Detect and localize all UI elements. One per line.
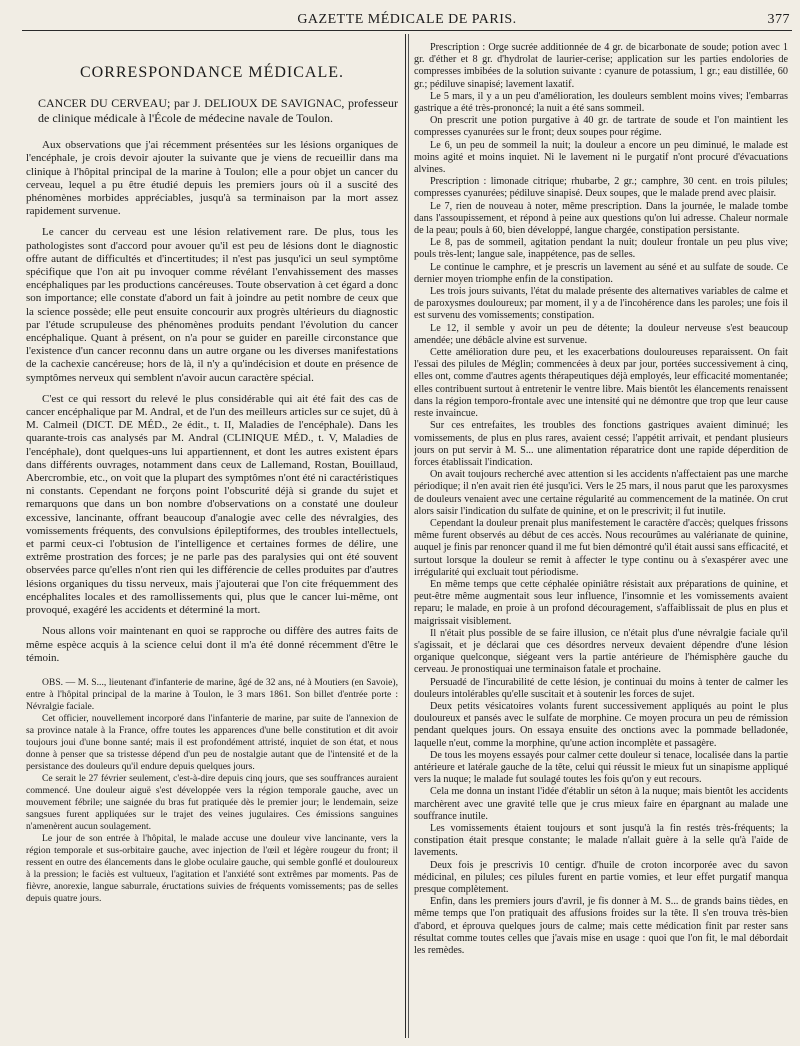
article-lead <box>26 96 398 125</box>
paragraph: Aux observations que j'ai récemment présentées sur les lésions organiques de l'encéphale, je crois devoir ajouter la suivante que je viens de recueillir dans ma clinique à l'hôpital principal de la marine à Toulon; elle a pour objet un cancer du cerveau, lequel a pu être étudié depuis les premiers jours où il a suscité des phénomènes morbides appréciables, jusqu'à sa terminaison par la mort assez rapidement survenue. <box>26 139 398 218</box>
paragraph: Le cancer du cerveau est une lésion relativement rare. De plus, tous les pathologistes sont d'accord pour avouer qu'il est peu de lésions dont le diagnostic offre autant de difficultés et d'incertitudes; il n'est pas jusqu'ici un seul symptôme spécifique que l'on ait pu invoquer comme révélant l'envahissement des masses encéphaliques par les productions cancéreuses. Toute observation à cet égard a donc son importance; elle constate d'abord un fait à joindre au petit nombre de ceux que la science possède; elle peut ensuite concourir aux progrès ultérieurs du diagnostic par l'étude scrupuleuse des phénomènes produits pendant l'évolution du cancer encéphalique. Quant à présent, on n'a pour se guider en pareille circonstance que l'existence d'un cancer reconnu dans un autre organe ou les diverses manifestations de la cachexie cancéreuse; hors de là, il n'y a qu'indécision et doute en présence de symptômes nerveux qui semblent n'avoir aucun caractère spécial. <box>26 226 398 384</box>
right-column <box>414 42 788 1040</box>
paragraph: En même temps que cette céphalée opiniâtre résistait aux préparations de quinine, et peut-être même augmentait sous leur influence, l'insomnie et les vomissements avaient reparu; le malade, en proie à un profond découragement, s'affaiblissait de plus en plus et maigrissait visiblement. <box>414 578 788 627</box>
two-column-body <box>22 34 792 1040</box>
paragraph: Cela me donna un instant l'idée d'établir un séton à la nuque; mais bientôt les accidents marchèrent avec une gravité telle que je crus mieux faire en épargnant au malade une souffrance inutile. <box>414 786 788 822</box>
column-divider <box>405 34 406 1038</box>
observation-block <box>26 677 398 905</box>
observation-paragraph: Le jour de son entrée à l'hôpital, le malade accuse une douleur vive lancinante, vers la région temporale et sus-orbitaire gauche, avec injection de l'œil et légère rougeur du front; il ressent en outre des élancements dans le globe oculaire gauche, qui semble gonflé et douloureux à la pression; le faciès est vultueux, l'agitation et l'anxiété sont extrêmes par moments. Pas de fièvre, anorexie, langue saburrale, éructations suivies de fréquents vomissements; pas de selles depuis quatre jours. <box>26 832 398 904</box>
paragraph: On avait toujours recherché avec attention si les accidents n'affectaient pas une marche périodique; il n'en avait rien été jusqu'ici. Vers le 25 mars, il nous parut que les paroxysmes de douleurs venaient avec une certaine régularité au commencement de la matinée. On crut alors saisir l'indication du sulfate de quinine, et on le prescrivit; il fut inutile. <box>414 469 788 517</box>
paragraph: De tous les moyens essayés pour calmer cette douleur si tenace, localisée dans la partie antérieure et latérale gauche de la tête, celui qui réussit le mieux fut un sinapisme appliqué vers la nuque; le malade fut soulagé toutes les fois qu'on y eut recours. <box>414 749 788 786</box>
paragraph: Cette amélioration dure peu, et les exacerbations douloureuses reparaissent. On fait l'essai des pilules de Méglin; commencées à deux par jour, portées successivement à cinq, elles ont, comme d'autres agents thérapeutiques déjà employés, leur efficacité momentanée; elles contribuent surtout à entretenir le ventre libre. Mais bientôt les élancements renaissent dans la région temporo-frontale avec une intensité qui ne démontre que trop que leur cause reste invaincue. <box>414 347 788 420</box>
paragraph: Deux fois je prescrivis 10 centigr. d'huile de croton incorporée avec du savon médicinal, en pilules; ces pilules furent en partie vomies, et leur effet purgatif manqua presque complètement. <box>414 859 788 896</box>
journal-page <box>22 10 792 1040</box>
paragraph: Le 5 mars, il y a un peu d'amélioration, les douleurs semblent moins vives; l'embarras gastrique a été très-prononcé; la nuit a été sans sommeil. <box>414 90 788 115</box>
left-column <box>26 42 398 1040</box>
observation-paragraph: Ce serait le 27 février seulement, c'est-à-dire depuis cinq jours, que ses souffrances auraient commencé. Une douleur aiguë s'est développée vers la région temporale gauche, avec un mouvement fébrile; une saignée du bras fut pratiquée dès le premier jour; le lendemain, seize sangsues furent appliquées sur le trajet des veines jugulaires. Ces émissions sanguines n'amenèrent aucun soulagement. <box>26 772 398 832</box>
paragraph: Nous allons voir maintenant en quoi se rapproche ou diffère des autres faits de même espèce acquis à la science celui dont il m'a été donné récemment d'être le témoin. <box>26 625 398 664</box>
running-title: GAZETTE MÉDICALE DE PARIS. <box>297 12 517 27</box>
article-topic: CANCER DU CERVEAU; <box>38 96 171 110</box>
intro-text <box>26 139 398 665</box>
observation-paragraph: Cet officier, nouvellement incorporé dans l'infanterie de marine, par suite de l'annexion de sa province natale à la France, offre toutes les apparences d'une belle constitution et dit avoir toujours joui d'une bonne santé; mais il est profondément attristé, inquiet de son état, et nous donne à penser que sa tristesse dépend d'un peu de nostalgie autant que de l'intensité et de la persistance des douleurs qu'il endure depuis quelques jours. <box>26 712 398 772</box>
observation-paragraph: OBS. — M. S..., lieutenant d'infanterie de marine, âgé de 32 ans, né à Moutiers (en Savoie), entre à l'hôpital principal de la marine à Toulon, le 3 mars 1861. Son billet d'entrée porte : Névralgie faciale. <box>26 676 398 712</box>
paragraph: Prescription : limonade citrique; rhubarbe, 2 gr.; camphre, 30 cent. en trois pilules; compresses cyanurées; pédiluve sinapisé. Deux soupes, que le malade prend avec plaisir. <box>414 176 788 200</box>
paragraph: Les vomissements étaient toujours et sont jusqu'à la fin restés très-fréquents; la constipation était presque constante; le malade n'allait guère à la selle qu'à l'aide de lavements. <box>414 823 788 859</box>
running-head <box>22 10 792 31</box>
column-divider-inner <box>408 34 409 1038</box>
paragraph: Cependant la douleur prenait plus manifestement le caractère d'accès; quelques frissons même furent observés au début de ces accès. Nous recourûmes au valérianate de quinine, auquel je finis par renoncer quand il me fut bien démontré qu'il était aussi sans efficacité, et surtout lorsque la douleur se remit à affecter le type continu ou à s'exaspérer avec une irrégularité qui excluait tout périodisme. <box>414 517 788 578</box>
paragraph: Deux petits vésicatoires volants furent successivement appliqués au point le plus douloureux et pansés avec le sulfate de morphine. Ce moyen procura un peu de rémission pendant quelques jours. On essaya ensuite des onctions avec la pommade belladonée, laquelle n'eut, comme la morphine, qu'une action incomplète et passagère. <box>414 700 788 749</box>
paragraph: C'est ce qui ressort du relevé le plus considérable qui ait été fait des cas de cancer encéphalique par M. Andral, et de l'un des meilleurs articles sur ce sujet, dû à M. Calmeil (DICT. DE MÉD., 2e édit., t. II, Maladies de l'encéphale). Dans les quarante-trois cas analysés par M. Andral (CLINIQUE MÉD., t. V, Maladies de l'encéphale), dont quelques-uns lui appartiennent, et dont les autres existent épars dans différents ouvrages, notamment dans ceux de Lallemand, Rostan, Bouillaud, Abercrombie, etc., on voit que la plupart des symptômes n'ont été ni caractéristiques ni constants. Cependant ne forçons point l'obscurité déjà si grande du sujet et remarquons que dans un bon nombre d'observations on a constaté une douleur excessive, lancinante, offrant beaucoup d'analogie avec celle des névralgies, des vomissements fréquents, des convulsions épileptiformes, des troubles intellectuels, et parmi ceux-ci l'obtusion de l'intelligence et certaines formes de délire, une extrême prostration des forces; je ne parle pas des paralysies qui ont été souvent observées parce qu'elles n'ont rien qui les différencie de celles produites par d'autres lésions organiques du tissu nerveux, mais j'ajouterai que l'on cite fréquemment des encéphalites locales et des ramollissements qui, plus que le cancer lui-même, ont provoqué, exagéré les accidents et déterminé la mort. <box>26 392 398 617</box>
paragraph: Le 8, pas de sommeil, agitation pendant la nuit; douleur frontale un peu plus vive; pouls très-lent; langue sale, inappétence, pas de selles. <box>414 237 788 261</box>
paragraph: On prescrit une potion purgative à 40 gr. de tartrate de soude et l'on maintient les compresses cyanurées sur le front; deux soupes pour régime. <box>414 115 788 139</box>
paragraph: Le 12, il semble y avoir un peu de détente; la douleur nerveuse s'est beaucoup amendée; une débâcle alvine est survenue. <box>414 322 788 346</box>
paragraph: Persuadé de l'incurabilité de cette lésion, je continuai du moins à tenter de calmer les douleurs intolérables qu'elle suscitait et à soutenir les forces de sujet. <box>414 676 788 700</box>
paragraph: Le 7, rien de nouveau à noter, même prescription. Dans la journée, le malade tombe dans l'assoupissement, et répond à peine aux questions qu'on lui adresse. Chaleur normale de la peau; pouls à 60, bien développé, langue chargée, constipation persistante. <box>414 200 788 237</box>
paragraph: Prescription : Orge sucrée additionnée de 4 gr. de bicarbonate de soude; potion avec 1 gr. d'éther et 8 gr. d'hydrolat de laurier-cerise; application sur les parties endolories de compresses imbibées de la solution suivante : cyanure de potassium, 1 gr.; eau distillée, 60 gr.; pédiluve sinapisé; lavement laxatif. <box>414 42 788 90</box>
page-number: 377 <box>767 12 790 27</box>
paragraph: Sur ces entrefaites, les troubles des fonctions gastriques avaient diminué; les vomissements, de plus en plus rares, avaient cessé; l'appétit arrivait, et pendant plusieurs jours on put servir à M. S... une alimentation réparatrice dont une rapide déperdition de forces établissait l'indication. <box>414 420 788 468</box>
paragraph: Enfin, dans les premiers jours d'avril, je fis donner à M. S... de grands bains tièdes, en même temps que l'on pratiquait des affusions froides sur la tête. Il s'en trouva très-bien d'abord, et éprouva quelques jours de calme; mais cette médication finit par rester sans résultat comme toutes celles que j'avais mise en usage : quoi que l'on fit, le mal débordait les remèdes. <box>414 896 788 957</box>
paragraph: Il n'était plus possible de se faire illusion, ce n'était plus d'une névralgie faciale qu'il s'agissait, et je déclarai que ces désordres nerveux devaient dépendre d'une lésion organique quelconque, siégeant vers la partie antérieure de l'hémisphère gauche du cerveau. Je pronostiquai une terminaison fatale et prochaine. <box>414 627 788 676</box>
paragraph: Le 6, un peu de sommeil la nuit; la douleur a encore un peu diminué, le malade est moins agité et moins inquiet. Ni le lavement ni le purgatif n'ont procuré d'évacuations alvines. <box>414 139 788 176</box>
article-byline: par J. DELIOUX DE SAVIGNAC, professeur de clinique médicale à l'École de médecine navale de Toulon. <box>38 96 398 125</box>
section-title: CORRESPONDANCE MÉDICALE. <box>79 64 344 81</box>
paragraph: Le continue le camphre, et je prescris un lavement au séné et au sulfate de soude. Ce dernier moyen triomphe enfin de la constipation. <box>414 261 788 285</box>
paragraph: Les trois jours suivants, l'état du malade présente des alternatives variables de calme et de paroxysmes douloureux; par moment, il y a de l'incohérence dans les paroles; une fois il est survenu des vomissements; constipation. <box>414 286 788 322</box>
